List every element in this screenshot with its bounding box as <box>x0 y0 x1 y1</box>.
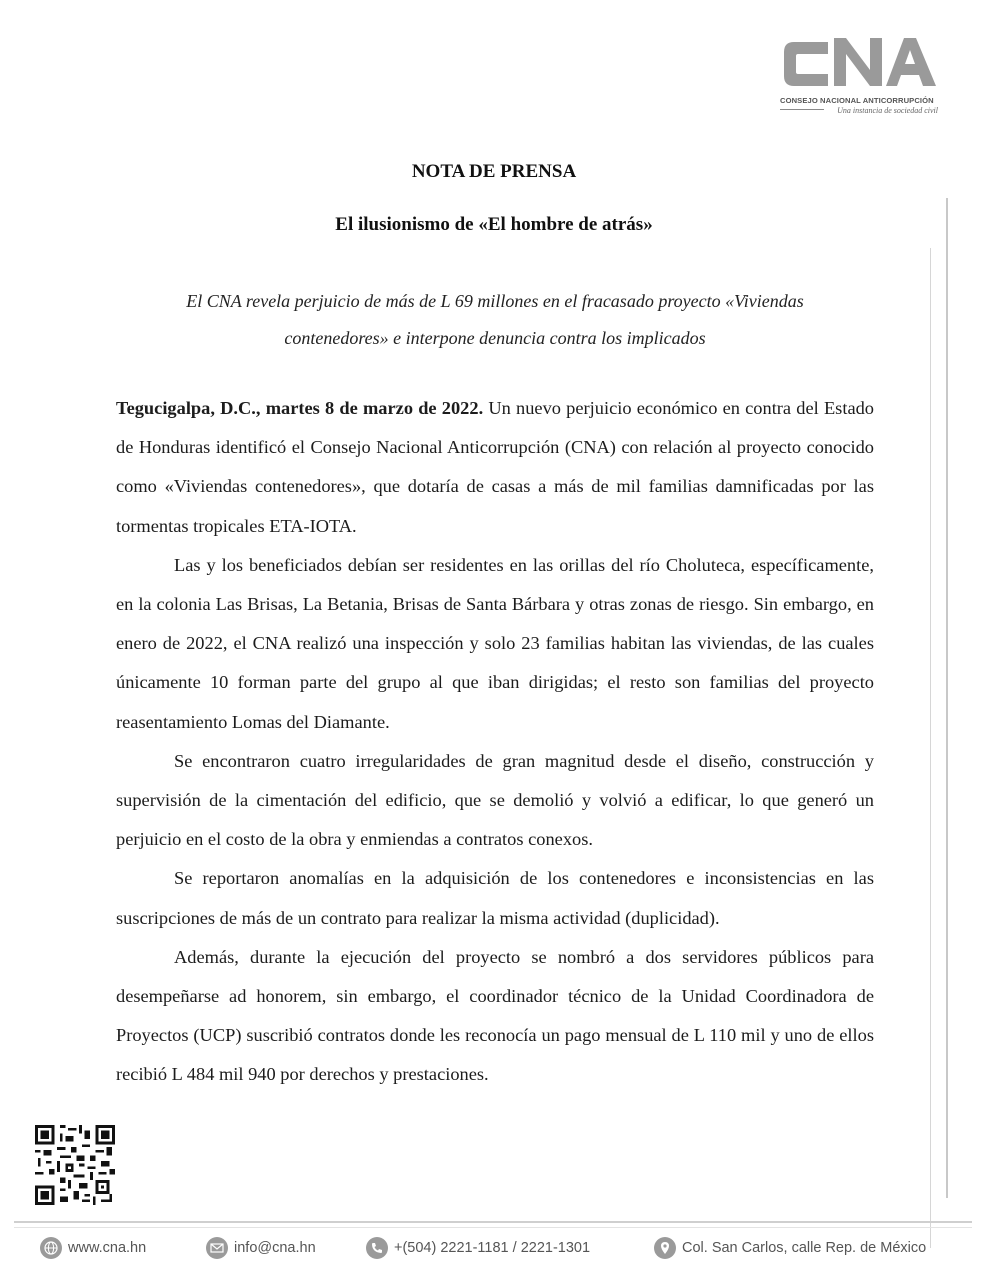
paragraph-5: Además, durante la ejecución del proyecto se nombró a dos servidores públicos para desempeñarse ad honorem, sin embargo, el coordinador técnico de la Unidad Coordinadora de Proyectos (UCP) suscribió contratos donde les reconocía un pago mensual de L 110 mil y uno de ellos recibió L 484 mil 940 por derechos y prestaciones. <box>116 946 874 1085</box>
margin-rule-outer <box>946 198 948 1198</box>
phone-icon <box>366 1237 388 1259</box>
footer-website[interactable] <box>40 1237 146 1259</box>
logo-caption: CONSEJO NACIONAL ANTICORRUPCIÓN <box>780 96 934 105</box>
envelope-icon <box>206 1237 228 1259</box>
footer-address-text: Col. San Carlos, calle Rep. de México <box>682 1240 927 1256</box>
subtitle-line-1: El CNA revela perjuicio de más de L 69 millones en el fracasado proyecto «Viviendas <box>186 291 804 311</box>
cna-logo-mark <box>780 34 938 94</box>
footer-divider-thin <box>14 1227 972 1228</box>
footer-divider <box>14 1221 972 1223</box>
footer-phone-text: +(504) 2221-1181 / 2221-1301 <box>394 1240 591 1256</box>
cna-logo <box>780 34 940 124</box>
logo-divider <box>780 109 824 110</box>
paragraph-1 <box>116 389 874 546</box>
globe-icon <box>40 1237 62 1259</box>
paragraph-3: Se encontraron cuatro irregularidades de gran magnitud desde el diseño, construcción y supervisión de la cimentación del edificio, que se demolió y volvió a edificar, lo que generó un perjuicio en el costo de la obra y enmiendas a contratos conexos. <box>116 750 874 850</box>
footer-email[interactable] <box>206 1237 316 1259</box>
margin-rule-inner <box>930 248 931 1248</box>
paragraph-2: Las y los beneficiados debían ser residentes en las orillas del río Choluteca, específicamente, en la colonia Las Brisas, La Betania, Brisas de Santa Bárbara y otras zonas de riesgo. Sin embargo, en enero de 2022, el CNA realizó una inspección y solo 23 familias habitan las viviendas, de las cuales únicamente 10 forman parte del grupo al que iban dirigidas; el resto son familias del proyecto reasentamiento Lomas del Diamante. <box>116 554 874 732</box>
footer-phone[interactable] <box>366 1237 590 1259</box>
dateline: Tegucigalpa, D.C., martes 8 de marzo de 2022. <box>116 398 484 418</box>
logo-tagline: Una instancia de sociedad civil <box>837 106 938 115</box>
qr-code[interactable] <box>35 1125 115 1205</box>
footer-address <box>654 1237 926 1259</box>
footer-website-text: www.cna.hn <box>68 1240 147 1256</box>
location-pin-icon <box>654 1237 676 1259</box>
document-label: NOTA DE PRENSA <box>411 161 577 182</box>
paragraph-4: Se reportaron anomalías en la adquisición de los contenedores e inconsistencias en las suscripciones de más de un contrato para realizar la misma actividad (duplicidad). <box>116 868 874 928</box>
cna-logo-letters <box>780 34 938 94</box>
article-body <box>116 389 874 1095</box>
document-subtitle <box>140 283 850 357</box>
footer <box>0 1234 988 1264</box>
footer-email-text: info@cna.hn <box>234 1240 316 1256</box>
paragraph-1-text: Un nuevo perjuicio económico en contra del Estado de Honduras identificó el Consejo Nacional Anticorrupción (CNA) con relación al proyecto conocido como «Viviendas contenedores», que dotaría de casas a más de mil familias damnificadas por las tormentas tropicales ETA-IOTA. <box>116 398 874 536</box>
document-title: El ilusionismo de «El hombre de atrás» <box>335 214 653 235</box>
subtitle-line-2: contenedores» e interpone denuncia contra los implicados <box>284 328 706 348</box>
